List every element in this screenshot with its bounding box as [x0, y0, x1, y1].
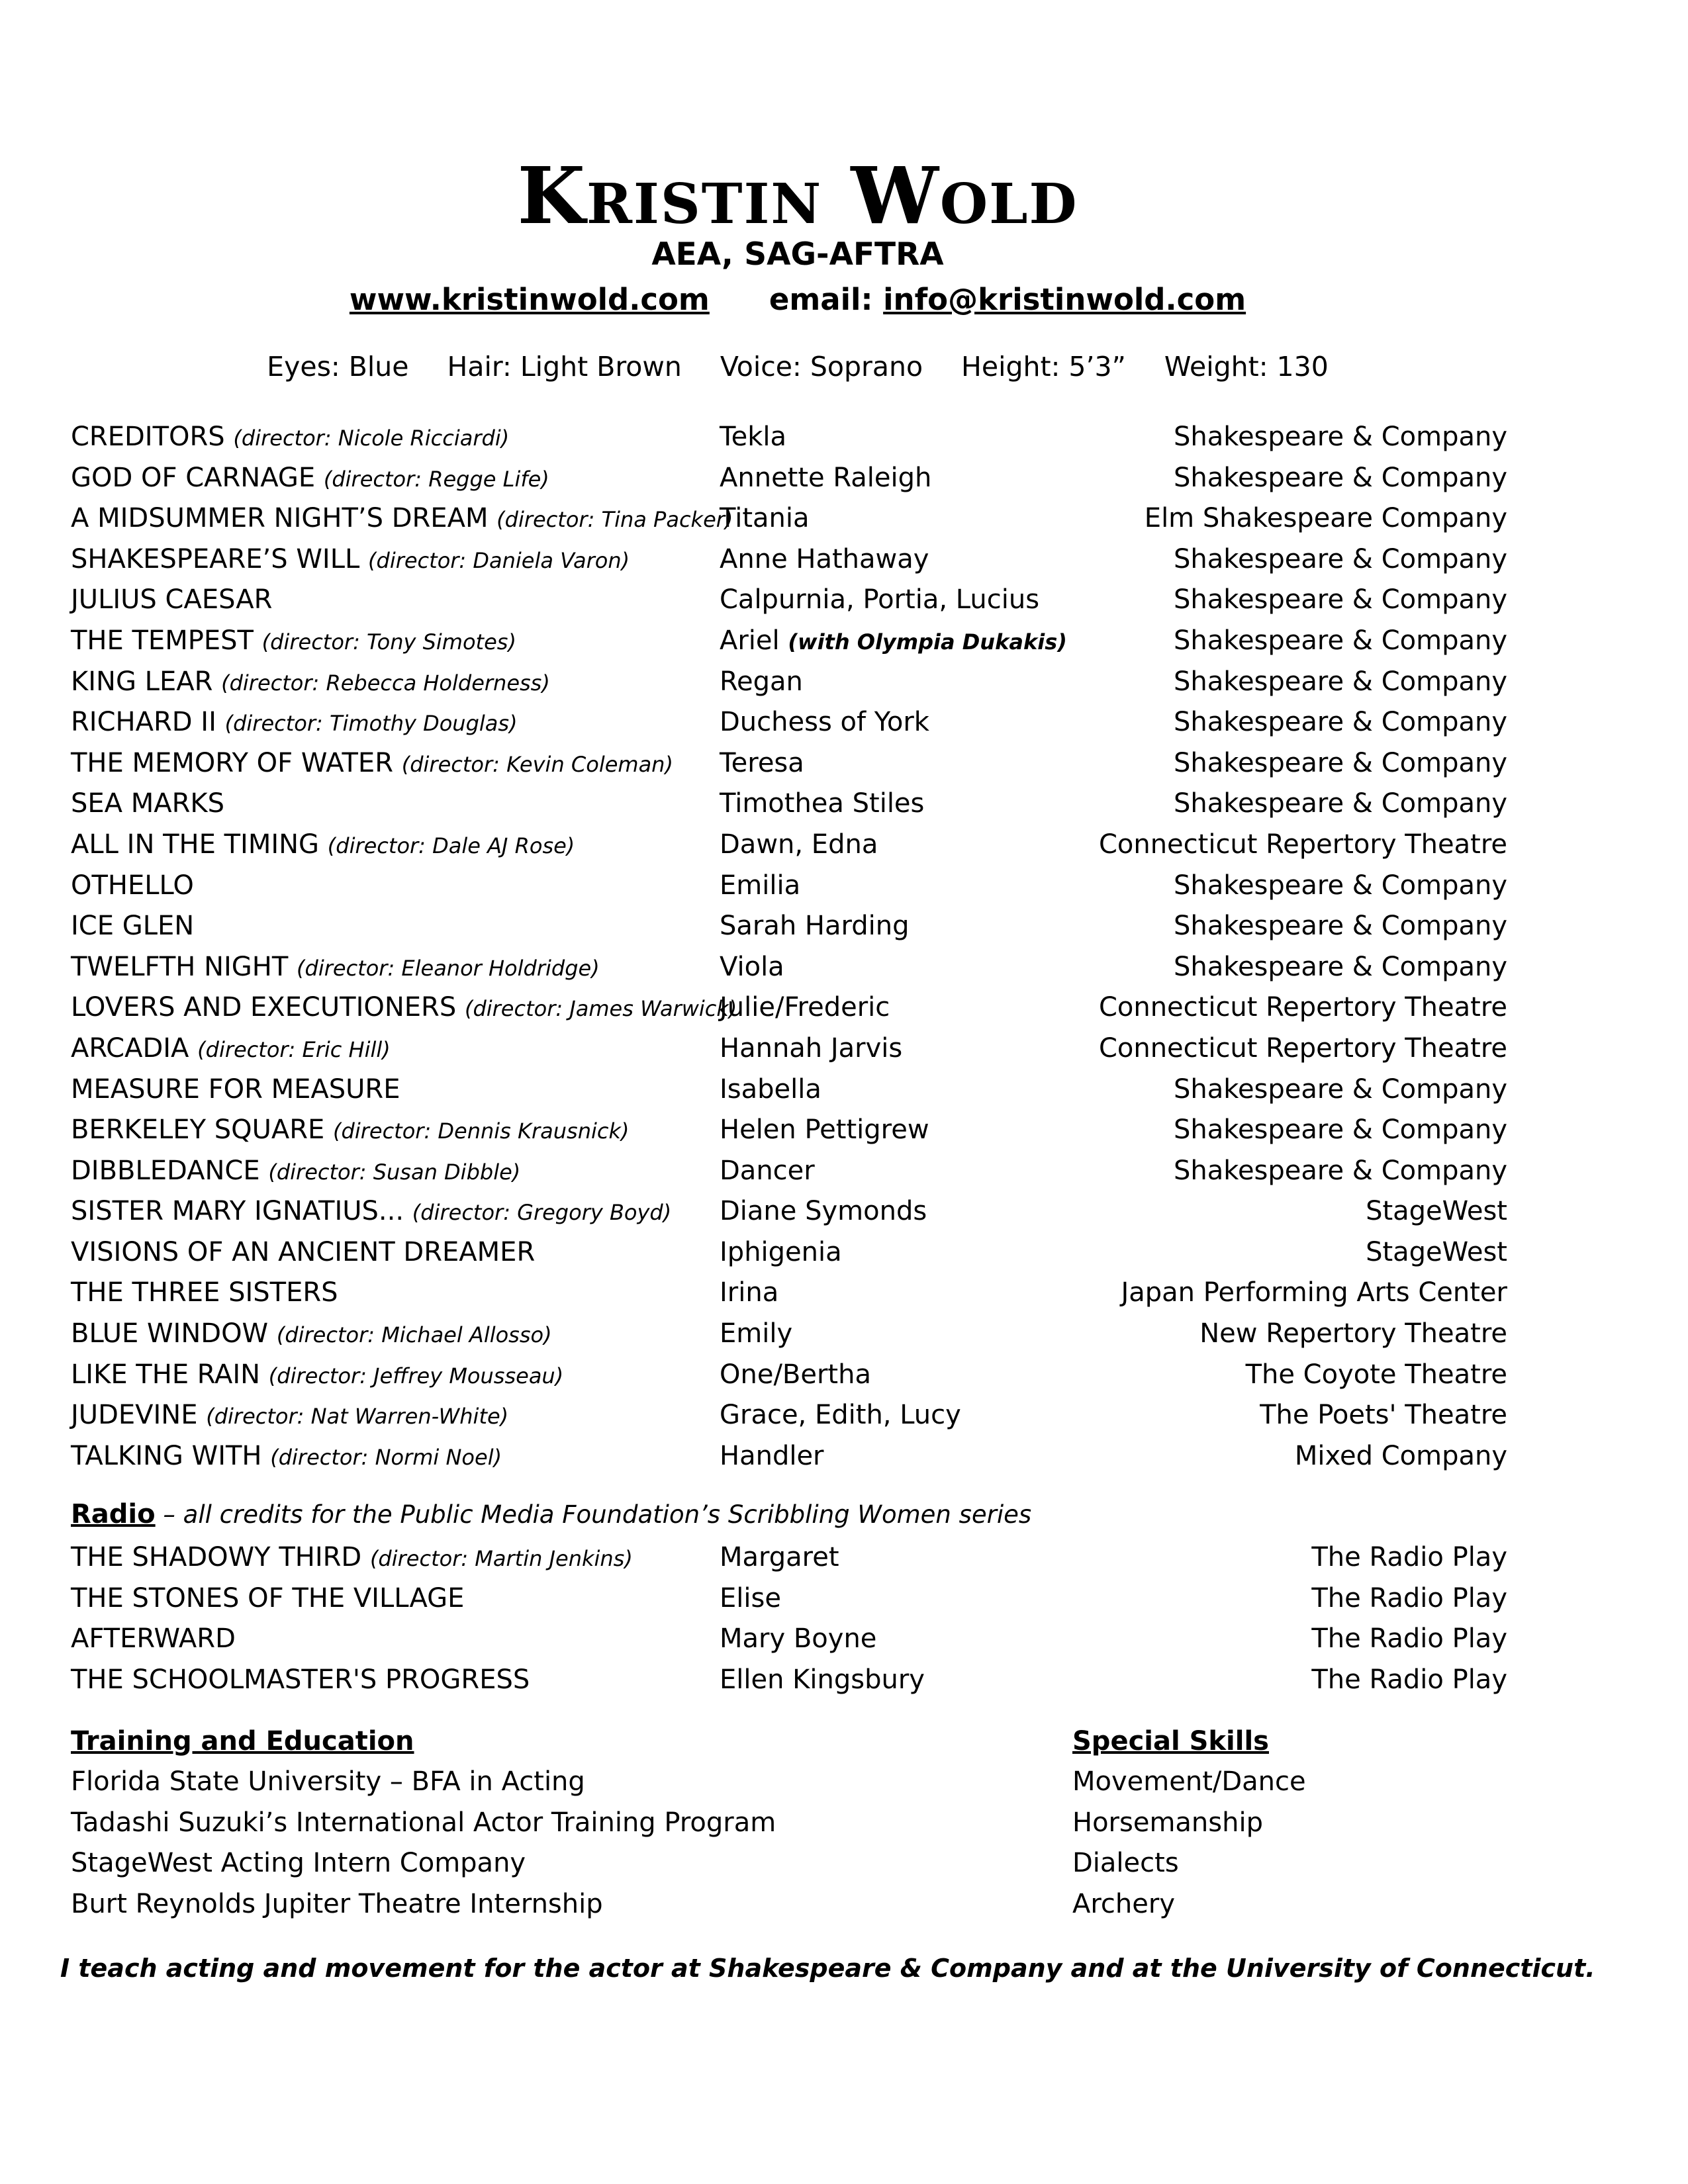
production-title	[71, 621, 516, 663]
production-title	[71, 1028, 391, 1071]
director-credit: (director: Rebecca Holderness)	[221, 670, 550, 696]
production-title	[71, 1232, 535, 1273]
company: Shakespeare & Company	[1173, 951, 1507, 982]
stat-height: Height: 5’3”	[961, 351, 1126, 383]
director-credit: (director: Nat Warren-White)	[206, 1404, 509, 1430]
production-title	[71, 1436, 502, 1479]
title-text: RICHARD II	[71, 707, 216, 738]
credit-row	[71, 702, 1507, 743]
title-text: JUDEVINE	[71, 1400, 198, 1431]
production-title	[71, 1537, 633, 1580]
role-text: Julie/Frederic	[720, 992, 890, 1023]
role	[720, 539, 929, 580]
role	[720, 1436, 824, 1477]
role-text: Iphigenia	[720, 1236, 842, 1267]
physical-stats	[0, 347, 1688, 387]
teaching-statement: I teach acting and movement for the actor at Shakespeare & Company and at the University of Connecticut.	[60, 1954, 1595, 1983]
stat-eyes: Eyes: Blue	[267, 351, 409, 383]
director-credit: (director: Tony Simotes)	[261, 629, 516, 655]
radio-row	[71, 1537, 1507, 1578]
company: Shakespeare & Company	[1173, 788, 1507, 819]
director-credit: (director: Regge Life)	[323, 466, 549, 492]
skill-item: Dialects	[1072, 1848, 1179, 1878]
company: StageWest	[1366, 1236, 1507, 1267]
credit-row	[71, 947, 1507, 988]
director-credit: (director: Timothy Douglas)	[224, 711, 518, 737]
company: Connecticut Repertory Theatre	[1098, 829, 1507, 860]
director-credit: (director: Tina Packer)	[496, 507, 733, 533]
production-title	[71, 417, 509, 459]
director-credit: (director: Michael Allosso)	[276, 1322, 552, 1348]
production-title	[71, 784, 224, 825]
company: Shakespeare & Company	[1173, 911, 1507, 942]
role-text: Annette Raleigh	[720, 462, 932, 493]
production-title	[71, 498, 733, 541]
production-title	[71, 743, 673, 786]
production-title	[71, 906, 194, 947]
director-credit: (director: Jeffrey Mousseau)	[268, 1363, 564, 1388]
radio-heading	[71, 1494, 1031, 1535]
credit-row	[71, 580, 1507, 621]
company: Shakespeare & Company	[1173, 1073, 1507, 1105]
role-text: Mary Boyne	[720, 1623, 877, 1655]
role-text: Hannah Jarvis	[720, 1032, 903, 1064]
production-title	[71, 580, 272, 621]
role	[720, 1151, 815, 1192]
role	[720, 784, 924, 825]
title-text: BLUE WINDOW	[71, 1318, 269, 1349]
role	[720, 947, 784, 988]
union-affiliations: AEA, SAG-AFTRA	[651, 236, 944, 273]
director-credit: (director: Gregory Boyd)	[412, 1200, 672, 1226]
title-text: THE SCHOOLMASTER'S PROGRESS	[71, 1664, 530, 1695]
title-text: THE STONES OF THE VILLAGE	[71, 1582, 465, 1614]
director-credit: (director: Eleanor Holdridge)	[297, 955, 600, 981]
training-item: Florida State University – BFA in Acting	[71, 1766, 585, 1797]
company: Shakespeare & Company	[1173, 870, 1507, 901]
title-text: SEA MARKS	[71, 788, 225, 819]
production-title	[71, 1578, 464, 1619]
role-text: Tekla	[720, 422, 787, 452]
director-credit: (director: Susan Dibble)	[268, 1159, 521, 1185]
credit-row	[71, 1314, 1507, 1355]
production-title	[71, 825, 575, 867]
role-text: One/Bertha	[720, 1359, 871, 1390]
role	[720, 743, 804, 784]
website-link[interactable]: www.kristinwold.com	[349, 282, 710, 317]
company: Mixed Company	[1294, 1440, 1507, 1471]
company: The Radio Play	[1311, 1542, 1507, 1572]
email-link[interactable]: info@kristinwold.com	[883, 282, 1246, 317]
company: Shakespeare & Company	[1173, 625, 1507, 656]
radio-description: – all credits for the Public Media Foundation’s Scribbling Women series	[155, 1500, 1032, 1529]
title-text: THE MEMORY OF WATER	[71, 747, 393, 778]
company: Shakespeare & Company	[1173, 543, 1507, 574]
title-text: SISTER MARY IGNATIUS...	[71, 1196, 404, 1227]
credit-row	[71, 1273, 1507, 1314]
credit-row	[71, 1028, 1507, 1069]
production-title	[71, 702, 518, 745]
role	[720, 1191, 927, 1232]
role-text: Teresa	[720, 747, 804, 778]
role-text: Viola	[720, 951, 784, 982]
production-title	[71, 1151, 520, 1193]
title-text: VISIONS OF AN ANCIENT DREAMER	[71, 1236, 536, 1267]
production-title	[71, 1314, 552, 1356]
role-text: Isabella	[720, 1073, 821, 1105]
role-text: Regan	[720, 666, 803, 697]
theatre-credits	[71, 417, 1507, 1477]
company: The Radio Play	[1311, 1623, 1507, 1655]
company: StageWest	[1366, 1196, 1507, 1227]
role	[720, 825, 878, 866]
role	[720, 1232, 842, 1273]
role	[720, 1314, 792, 1355]
credit-row	[71, 1395, 1507, 1436]
company: The Coyote Theatre	[1245, 1359, 1507, 1390]
role	[720, 906, 910, 947]
radio-row	[71, 1619, 1507, 1660]
production-title	[71, 1395, 508, 1437]
production-title	[71, 1069, 400, 1111]
credit-row	[71, 825, 1507, 866]
role-text: Calpurnia, Portia, Lucius	[720, 584, 1040, 615]
skill-item: Archery	[1072, 1888, 1175, 1919]
company: Connecticut Repertory Theatre	[1098, 992, 1507, 1023]
role-text: Margaret	[720, 1542, 839, 1572]
production-title	[71, 1191, 671, 1234]
role	[720, 1355, 871, 1396]
production-title	[71, 947, 600, 989]
title-text: A MIDSUMMER NIGHT’S DREAM	[71, 503, 489, 534]
title-text: LOVERS AND EXECUTIONERS	[71, 992, 457, 1023]
role	[720, 987, 890, 1028]
skill-item: Movement/Dance	[1072, 1766, 1306, 1797]
skills-section	[1072, 1721, 1470, 1925]
company: Shakespeare & Company	[1173, 707, 1507, 738]
radio-label: Radio	[71, 1499, 156, 1529]
role	[720, 417, 786, 458]
credit-row	[71, 866, 1507, 907]
production-title	[71, 1660, 530, 1701]
credit-row	[71, 662, 1507, 703]
company: Shakespeare & Company	[1173, 462, 1507, 493]
company: The Poets' Theatre	[1260, 1400, 1507, 1431]
role-text: Dancer	[720, 1155, 815, 1186]
role	[720, 498, 810, 539]
role-text: Handler	[720, 1440, 824, 1471]
role	[720, 580, 1039, 621]
actor-name: Kristin Wold	[517, 156, 1078, 225]
credit-row	[71, 417, 1507, 458]
company: Shakespeare & Company	[1173, 584, 1507, 615]
training-item: Tadashi Suzuki’s International Actor Training Program	[71, 1807, 776, 1838]
role	[720, 866, 800, 907]
credit-row	[71, 987, 1507, 1028]
role-text: Elise	[720, 1582, 781, 1614]
radio-row	[71, 1578, 1507, 1619]
role-text: Emily	[720, 1318, 793, 1349]
company: The Radio Play	[1311, 1664, 1507, 1695]
credit-row	[71, 539, 1507, 580]
company: Connecticut Repertory Theatre	[1098, 1032, 1507, 1064]
director-credit: (director: Martin Jenkins)	[369, 1546, 633, 1571]
title-text: SHAKESPEARE’S WILL	[71, 543, 360, 574]
title-text: TALKING WITH	[71, 1440, 262, 1471]
role-text: Sarah Harding	[720, 911, 910, 942]
title-text: THE SHADOWY THIRD	[71, 1542, 362, 1572]
credit-row	[71, 1069, 1507, 1111]
company: Shakespeare & Company	[1173, 666, 1507, 697]
production-title	[71, 1273, 338, 1314]
company: Shakespeare & Company	[1173, 1115, 1507, 1146]
title-text: THE TEMPEST	[71, 625, 254, 656]
role-text: Diane Symonds	[720, 1196, 927, 1227]
production-title	[71, 1355, 563, 1397]
role	[720, 702, 929, 743]
role	[720, 621, 1067, 663]
company: Shakespeare & Company	[1173, 1155, 1507, 1186]
title-text: AFTERWARD	[71, 1623, 236, 1655]
director-credit: (director: Nicole Ricciardi)	[233, 426, 510, 451]
training-item: Burt Reynolds Jupiter Theatre Internship	[71, 1888, 603, 1919]
credit-row	[71, 1355, 1507, 1396]
role-text: Irina	[720, 1277, 779, 1308]
title-text: MEASURE FOR MEASURE	[71, 1073, 400, 1105]
title-text: DIBBLEDANCE	[71, 1155, 260, 1186]
credit-row	[71, 784, 1507, 825]
company: Shakespeare & Company	[1173, 747, 1507, 778]
role-text: Titania	[720, 503, 810, 534]
role	[720, 1395, 961, 1436]
production-title	[71, 539, 630, 582]
director-credit: (director: Daniela Varon)	[368, 547, 630, 573]
title-text: THE THREE SISTERS	[71, 1277, 338, 1308]
contact-line	[0, 280, 1688, 320]
title-text: GOD OF CARNAGE	[71, 462, 316, 493]
credit-row	[71, 458, 1507, 499]
title-text: TWELFTH NIGHT	[71, 951, 289, 982]
role	[720, 662, 803, 703]
credit-row	[71, 1151, 1507, 1192]
training-section	[71, 1721, 998, 1925]
title-text: BERKELEY SQUARE	[71, 1115, 325, 1146]
role-text: Timothea Stiles	[720, 788, 925, 819]
title-text: KING LEAR	[71, 666, 213, 697]
email-label: email:	[769, 282, 873, 317]
stat-weight: Weight: 130	[1164, 351, 1329, 383]
credit-row	[71, 1110, 1507, 1151]
role	[720, 1028, 902, 1069]
skills-title: Special Skills	[1072, 1726, 1269, 1756]
role	[720, 1069, 821, 1111]
stat-hair: Hair: Light Brown	[447, 351, 682, 383]
company: Elm Shakespeare Company	[1144, 503, 1507, 534]
role	[720, 1660, 925, 1701]
title-text: LIKE THE RAIN	[71, 1359, 261, 1390]
role	[720, 1273, 778, 1314]
production-title	[71, 1619, 236, 1660]
director-credit: (director: Dale AJ Rose)	[327, 833, 575, 858]
role-text: Grace, Edith, Lucy	[720, 1400, 961, 1431]
role-text: Dawn, Edna	[720, 829, 878, 860]
credit-row	[71, 1232, 1507, 1273]
title-text: ALL IN THE TIMING	[71, 829, 320, 860]
role	[720, 1537, 839, 1578]
company: Shakespeare & Company	[1173, 422, 1507, 452]
production-title	[71, 1110, 630, 1152]
credit-row	[71, 1191, 1507, 1232]
credit-row	[71, 743, 1507, 784]
radio-row	[71, 1660, 1507, 1701]
role	[720, 458, 931, 499]
role-note: (with Olympia Dukakis)	[788, 629, 1067, 655]
production-title	[71, 662, 550, 704]
director-credit: (director: Dennis Krausnick)	[333, 1118, 630, 1144]
director-credit: (director: Normi Noel)	[270, 1444, 502, 1470]
director-credit: (director: Kevin Coleman)	[401, 751, 673, 777]
role	[720, 1110, 929, 1151]
production-title	[71, 987, 737, 1030]
training-title: Training and Education	[71, 1726, 414, 1756]
role	[720, 1578, 781, 1619]
credit-row	[71, 498, 1507, 539]
director-credit: (director: Eric Hill)	[197, 1036, 391, 1062]
credit-row	[71, 906, 1507, 947]
credit-row	[71, 621, 1507, 662]
company: The Radio Play	[1311, 1582, 1507, 1614]
skill-item: Horsemanship	[1072, 1807, 1263, 1838]
company: Japan Performing Arts Center	[1121, 1277, 1507, 1308]
title-text: JULIUS CAESAR	[71, 584, 273, 615]
radio-credits	[71, 1537, 1507, 1700]
role-text: Emilia	[720, 870, 801, 901]
production-title	[71, 458, 549, 500]
credit-row	[71, 1436, 1507, 1477]
role-text: Helen Pettigrew	[720, 1115, 929, 1146]
role-text: Ariel	[720, 625, 780, 656]
title-text: CREDITORS	[71, 422, 225, 452]
role-text: Anne Hathaway	[720, 543, 929, 574]
title-text: ARCADIA	[71, 1032, 189, 1064]
director-credit: (director: James Warwick)	[464, 996, 737, 1022]
role-text: Ellen Kingsbury	[720, 1664, 925, 1695]
production-title	[71, 866, 194, 907]
title-text: ICE GLEN	[71, 911, 195, 942]
role	[720, 1619, 876, 1660]
stat-voice: Voice: Soprano	[720, 351, 923, 383]
company: New Repertory Theatre	[1199, 1318, 1507, 1349]
title-text: OTHELLO	[71, 870, 194, 901]
role-text: Duchess of York	[720, 707, 929, 738]
training-item: StageWest Acting Intern Company	[71, 1848, 526, 1878]
